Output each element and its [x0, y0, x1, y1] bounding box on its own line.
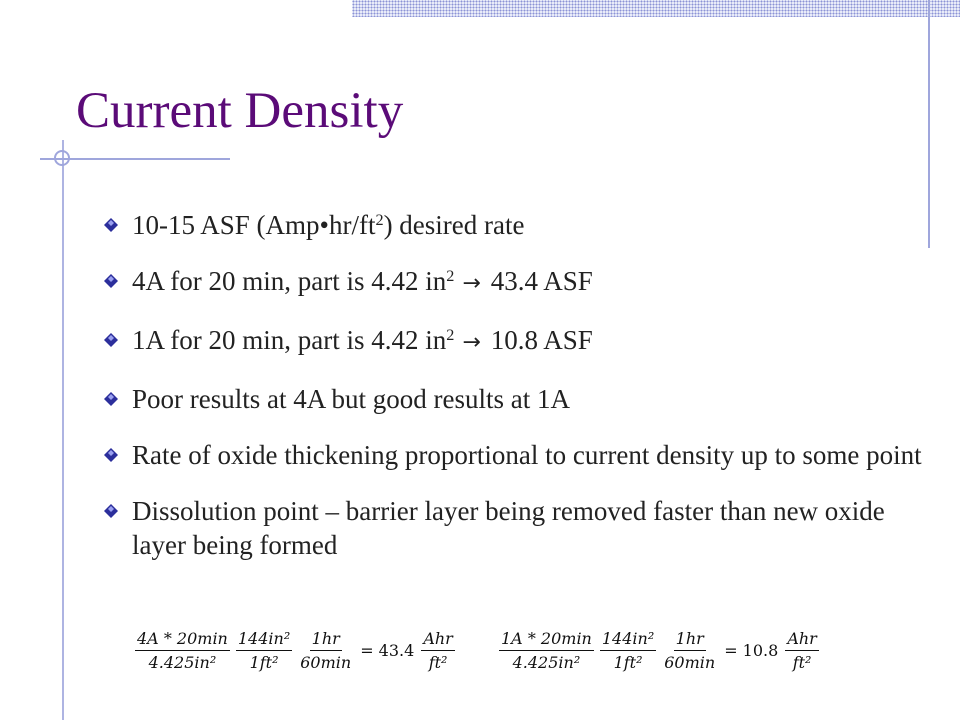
denominator: 60min	[664, 652, 716, 672]
numerator: 1A * 20min	[499, 629, 594, 651]
bullet-text: 4A for 20 min, part is 4.42 in	[132, 266, 447, 296]
bullet-item	[104, 264, 934, 301]
equations-row	[132, 622, 892, 678]
bullet-list	[104, 208, 934, 584]
bullet-item	[104, 438, 934, 472]
denominator: 60min	[300, 652, 352, 672]
fraction	[236, 629, 292, 672]
denominator: ft²	[792, 652, 812, 672]
superscript: 2	[446, 267, 455, 286]
bullet-item	[104, 208, 934, 242]
denominator: 1ft²	[249, 652, 279, 672]
bullet-text: 10.8 ASF	[490, 325, 593, 355]
title-ring-ornament	[54, 150, 70, 166]
fraction	[421, 629, 455, 672]
bullet-text: ) desired rate	[383, 210, 525, 240]
diamond-bullet-icon	[104, 333, 118, 347]
bullet-text: 43.4 ASF	[490, 266, 593, 296]
bullet-text: Dissolution point – barrier layer being removed faster than new oxide layer being formed	[132, 496, 885, 560]
fraction	[785, 629, 819, 672]
diamond-bullet-icon	[104, 274, 118, 288]
superscript: 2	[375, 211, 384, 230]
bullet-item	[104, 382, 934, 416]
fraction	[298, 629, 353, 672]
superscript: 2	[446, 326, 455, 345]
bullet-text: 10-15 ASF (Amp•hr/ft	[132, 210, 376, 240]
numerator: 1hr	[310, 629, 342, 651]
equation-result: = 10.8	[724, 640, 779, 660]
bullet-item	[104, 494, 934, 562]
numerator: Ahr	[785, 629, 819, 651]
numerator: 4A * 20min	[135, 629, 230, 651]
bullet-text: 1A for 20 min, part is 4.42 in	[132, 325, 447, 355]
numerator: 1hr	[674, 629, 706, 651]
bullet-text: Rate of oxide thickening proportional to current density up to some point	[132, 440, 922, 470]
denominator: 4.425in²	[148, 652, 217, 672]
denominator: ft²	[428, 652, 448, 672]
equation-1a	[496, 622, 822, 678]
top-decorative-band	[352, 0, 960, 17]
left-decorative-line	[62, 140, 64, 720]
arrow-icon: →	[462, 330, 481, 355]
fraction	[499, 629, 594, 672]
numerator: 144in²	[236, 629, 292, 651]
bullet-text: Poor results at 4A but good results at 1A	[132, 384, 570, 414]
diamond-bullet-icon	[104, 218, 118, 232]
slide-title: Current Density	[76, 83, 404, 139]
diamond-bullet-icon	[104, 392, 118, 406]
equation-4a	[132, 622, 458, 678]
fraction	[600, 629, 656, 672]
bullet-item	[104, 323, 934, 360]
fraction	[135, 629, 230, 672]
arrow-icon: →	[462, 271, 481, 296]
diamond-bullet-icon	[104, 504, 118, 518]
numerator: Ahr	[421, 629, 455, 651]
fraction	[662, 629, 717, 672]
equation-result: = 43.4	[360, 640, 415, 660]
denominator: 4.425in²	[512, 652, 581, 672]
denominator: 1ft²	[613, 652, 643, 672]
numerator: 144in²	[600, 629, 656, 651]
diamond-bullet-icon	[104, 448, 118, 462]
